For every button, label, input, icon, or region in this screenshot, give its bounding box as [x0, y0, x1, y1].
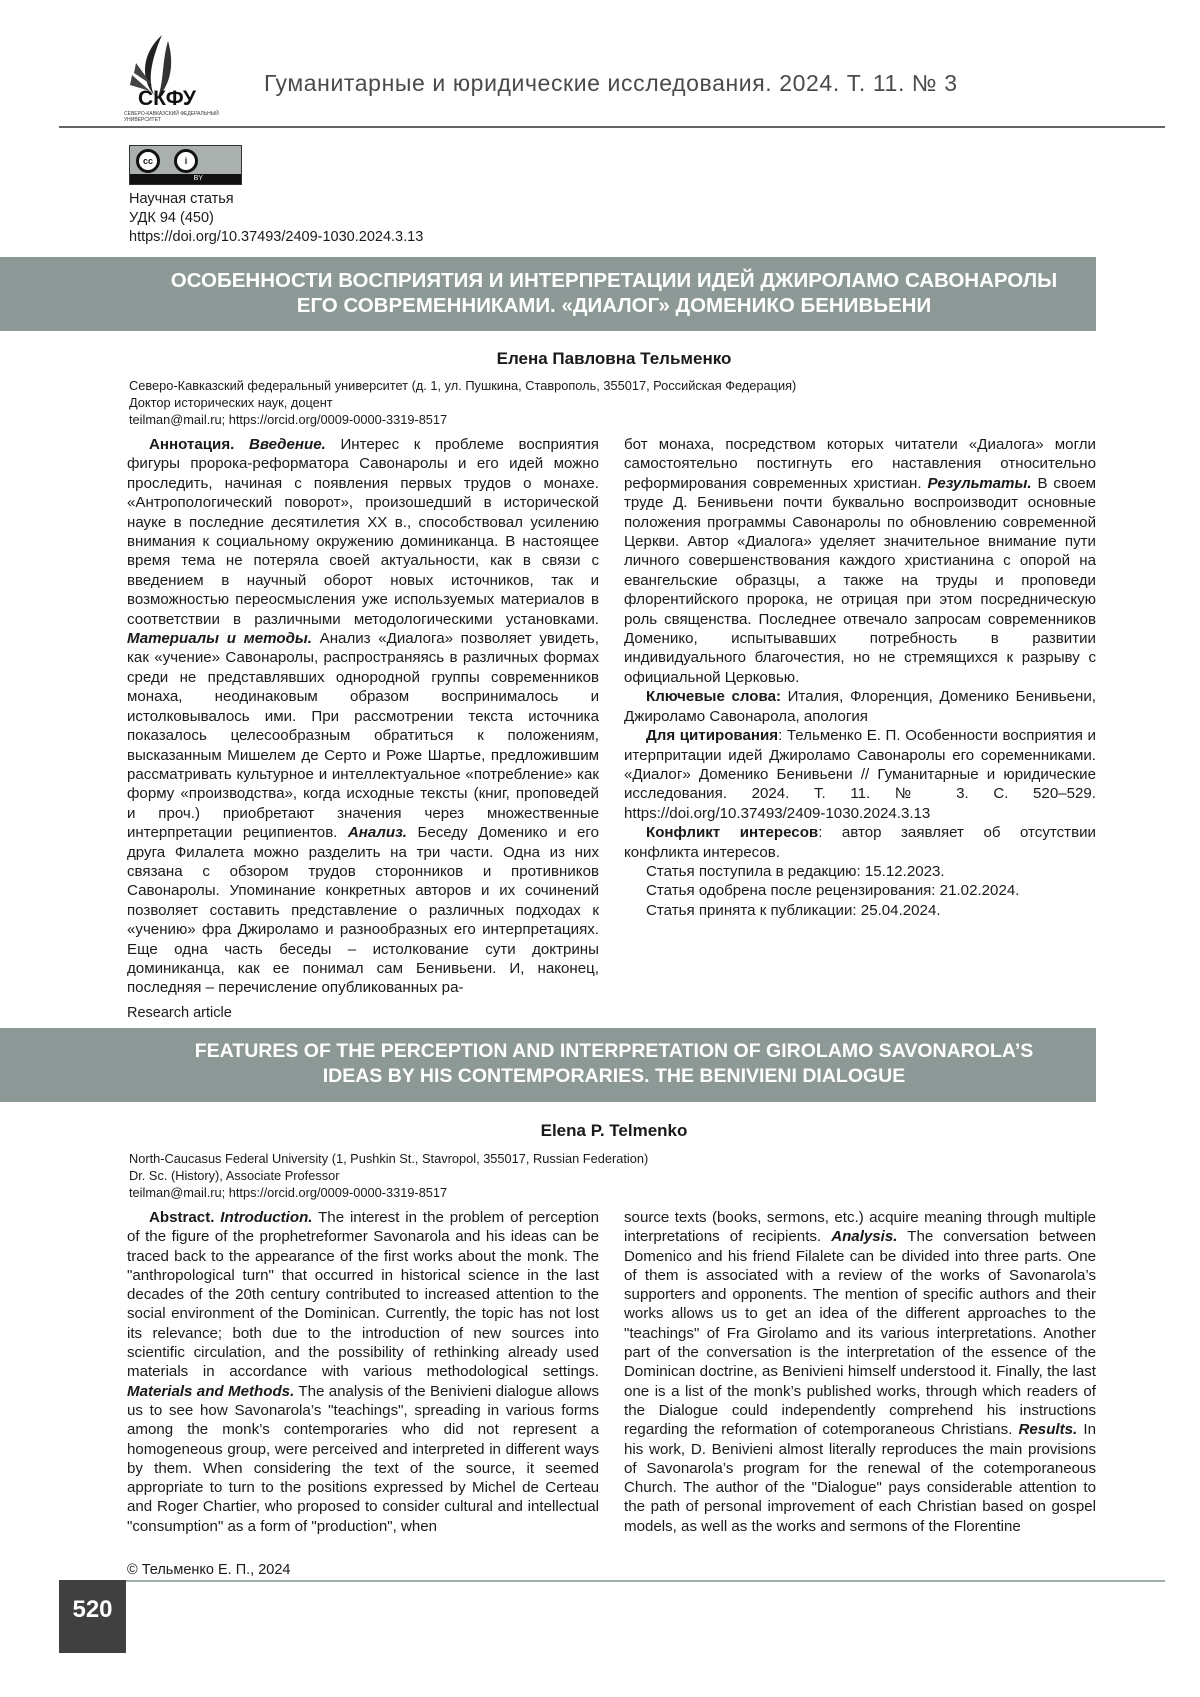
- abstract-paragraph: [624, 823, 1096, 862]
- cc-by-license-badge[interactable]: [129, 145, 242, 185]
- abstract-heading: Аннотация.: [149, 436, 249, 453]
- ru-abstract-left-column: [127, 435, 599, 1000]
- abstract-paragraph: [624, 726, 1096, 823]
- abstract-paragraph: [624, 687, 1096, 726]
- abstract-heading: Introduction.: [220, 1209, 313, 1226]
- research-article-label: Research article: [127, 1005, 232, 1021]
- copyright: © Тельменко Е. П., 2024: [127, 1562, 291, 1578]
- abstract-text: Интерес к проблеме восприятия фигуры пророка-реформатора Савонаролы и его идей можно проследить, начиная с появления первых трудов о монахе. «Антропологический поворот», произошедший в исторической науке в последние десятилетия XX в., способствовал усилению внимания к социальному окружению доминиканца. В настоящее время тема не потеряла своей актуальности, как в связи с введением в научный оборот новых источников, так и возможностью переосмысления уже используемых материалов в соответствии в различными методологическими установками.: [127, 436, 599, 628]
- en-abstract-left-column: [127, 1208, 599, 1556]
- abstract-text: : Тельменко Е. П. Особенности восприятия и итерпритации идей Джироламо Савонаролы его соременниками. «Диалог» Доменико Бенивьени // Гуманитарные и юридические исследования. 2024. Т. 11. № 3. С. 520–529. https://doi.org/10.37493/2409-1030.2024.3.13: [624, 727, 1096, 822]
- doi-link[interactable]: https://doi.org/10.37493/2409-1030.2024.3.13: [129, 229, 424, 245]
- abstract-heading: Результаты.: [927, 474, 1032, 492]
- attribution-person-icon: i: [174, 149, 198, 173]
- abstract-text: Статья принята к публикации: 25.04.2024.: [646, 901, 941, 919]
- ru-degree: Доктор исторических наук, доцент: [129, 395, 333, 410]
- abstract-text: Статья одобрена после рецензирования: 21.02.2024.: [646, 882, 1020, 900]
- en-title-line: IDEAS BY HIS CONTEMPORARIES. THE BENIVIENI DIALOGUE: [322, 1065, 906, 1087]
- ru-title-line: ОСОБЕННОСТИ ВОСПРИЯТИЯ И ИНТЕРПРЕТАЦИИ ИДЕЙ ДЖИРОЛАМО САВОНАРОЛЫ: [170, 269, 1058, 292]
- abstract-heading: Results.: [1018, 1421, 1078, 1439]
- en-affiliation: North-Caucasus Federal University (1, Pushkin St., Stavropol, 355017, Russian Federation): [129, 1151, 649, 1166]
- abstract-text: Беседу Доменико и его друга Филалета можно разделить на три части. Одна из них связана с обзором трудов сторонников и противников Савонаролы. Упоминание конкретных авторов и их сочинений позволяет составить представление о различных подходах к «учению» фра Джироламо и разнообразных его интерпретациях. Еще одна часть беседы – истолкование сути доктрины доминиканца, как ее понимал сам Бенивьени. И, наконец, последняя – перечисление опубликованных ра-: [127, 824, 599, 997]
- en-abstract-right-column: [624, 1208, 1096, 1556]
- udc-code: УДК 94 (450): [129, 210, 214, 226]
- abstract-text: Статья поступила в редакцию: 15.12.2023.: [646, 862, 945, 880]
- logo-subtext: СЕВЕРО-КАВКАЗСКИЙ ФЕДЕРАЛЬНЫЙ УНИВЕРСИТЕТ: [124, 111, 219, 123]
- abstract-text: The conversation between Domenico and his friend Filalete can be divided into three parts. One of them is associated with a review of the works of Savonarola’s supporters and opponents. The mention of specific authors and their works allows us to get an idea of the different approaches to the "teachings" of Fra Girolamo and its various interpretations. Another part of the conversation is the interpretation of the essence of the Dominican doctrine, as Benivieni himself understood it. Finally, the last one is a list of the monk’s published works, through which readers of the Dialogue could independently comprehend his instructions regarding the reformation of cotemporaneous Christians.: [624, 1228, 1096, 1439]
- university-logo: [122, 33, 233, 123]
- en-title-banner: [0, 1028, 1096, 1102]
- abstract-text: The analysis of the Benivieni dialogue allows us to see how Savonarola’s "teachings", spreading in various forms among the monk’s contemporaries who did not represent a homogeneous group, were perceived and interpreted in different ways by them. When considering the text of the source, it seemed appropriate to turn to the positions expressed by Michel de Certeau and Roger Chartier, who proposed to consider cultural and intellectual "consumption" as a form of "production", when: [127, 1382, 599, 1535]
- ru-affiliation: Северо-Кавказский федеральный университет (д. 1, ул. Пушкина, Ставрополь, 355017, Российская Федерация): [129, 378, 797, 393]
- en-contacts: teilman@mail.ru; https://orcid.org/0009-0000-3319-8517: [129, 1185, 448, 1200]
- footer-divider: [125, 1580, 1165, 1582]
- abstract-text: Италия, Флоренция, Доменико Бенивьени, Джироламо Савонарола, апология: [624, 688, 1096, 725]
- abstract-paragraph: [624, 862, 1096, 881]
- abstract-heading: Abstract.: [149, 1209, 221, 1226]
- cc-icon: cc: [136, 149, 160, 173]
- abstract-heading: Analysis.: [831, 1228, 898, 1246]
- abstract-paragraph: [624, 1208, 1096, 1536]
- header-divider: [59, 126, 1165, 128]
- abstract-text: In his work, D. Benivieni almost literally reproduces the main provisions of Savonarola’s program for the renewal of the cotemporaneous Church. The author of the "Dialogue" pays considerable attention to the path of personal improvement of each Christian based on gospel models, as well as the works and sermons of the Florentine: [624, 1421, 1096, 1535]
- ru-title-line: ЕГО СОВРЕМЕННИКАМИ. «ДИАЛОГ» ДОМЕНИКО БЕНИВЬЕНИ: [296, 294, 932, 317]
- ru-author-name: Елена Павловна Тельменко: [496, 349, 732, 368]
- abstract-paragraph: [624, 435, 1096, 687]
- abstract-heading: Ключевые слова:: [646, 688, 782, 706]
- en-title-line: FEATURES OF THE PERCEPTION AND INTERPRETATION OF GIROLAMO SAVONAROLA’S: [194, 1040, 1034, 1062]
- ru-title-banner: [0, 257, 1096, 331]
- abstract-heading: Введение.: [248, 436, 326, 453]
- abstract-paragraph: [624, 901, 1096, 920]
- article-type: Научная статья: [129, 191, 234, 207]
- license-label: BY: [130, 174, 241, 184]
- page-number: 520: [59, 1580, 126, 1653]
- journal-title: Гуманитарные и юридические исследования. 2024. Т. 11. № 3: [264, 70, 958, 96]
- ru-abstract-right-column: [624, 435, 1096, 1000]
- abstract-heading: Материалы и методы.: [127, 630, 312, 648]
- abstract-heading: Materials and Methods.: [127, 1382, 295, 1400]
- abstract-text: : автор заявляет об отсутствии конфликта интересов.: [624, 824, 1096, 861]
- abstract-text: В своем труде Д. Бенивьени почти буквально воспроизводит основные положения программы Савонаролы по обновлению современной Церкви. Автор «Диалога» уделяет значительное внимание пути личного совершенствования каждого христианина с опорой на евангельские образцы, а также на труды и проповеди флорентийского пророка, не отрицая при этом посредническую роль священства. Последнее отвечало запросам современников Доменико, испытывавших потребность в развитии индивидуального благочестия, но не стремящихся к разрыву с официальной Церковью.: [624, 474, 1096, 686]
- abstract-paragraph: [127, 1208, 599, 1536]
- abstract-paragraph: [624, 881, 1096, 900]
- en-degree: Dr. Sc. (History), Associate Professor: [129, 1168, 340, 1183]
- abstract-text: Анализ «Диалога» позволяет увидеть, как «учение» Савонаролы, распространяясь в различных формах среди не представлявших однородной группы современников монаха, неодинаковым образом воспринималось и истолковывалось ими. При рассмотрении текста источника показалось целесообразным обратиться к положениям, высказанным Мишелем де Серто и Роже Шартье, предложившим рассматривать культурное и интеллектуальное «потребление» как форму «производства», когда исходные тексты (книг, проповедей и проч.) приобретают значения через множественные интерпретации реципиентов.: [127, 630, 599, 842]
- abstract-heading: Для цитирования: [646, 727, 779, 745]
- abstract-text: бот монаха, посредством которых читатели «Диалога» могли самостоятельно постигнуть его наставления относительно реформирования современных христиан.: [624, 436, 1096, 492]
- logo-text: СКФУ: [138, 87, 196, 110]
- ru-contacts: teilman@mail.ru; https://orcid.org/0009-0000-3319-8517: [129, 412, 448, 427]
- abstract-text: The interest in the problem of perception of the figure of the prophetreformer Savonarola and his ideas can be traced back to the appearance of the first works about the monk. The "anthropological turn" that occurred in historical science in the last decades of the 20th century contributed to increased attention to the social environment of the Dominican. Currently, the topic has not lost its relevance; both due to the introduction of new sources into scientific circulation, and the possibility of rethinking already used materials in accordance with various methodological settings.: [127, 1209, 599, 1381]
- abstract-text: source texts (books, sermons, etc.) acquire meaning through multiple interpretations of recipients.: [624, 1209, 1096, 1246]
- en-author-name: Elena P. Telmenko: [540, 1121, 688, 1140]
- abstract-heading: Анализ.: [347, 824, 407, 842]
- abstract-heading: Конфликт интересов: [646, 824, 819, 842]
- abstract-paragraph: [127, 435, 599, 998]
